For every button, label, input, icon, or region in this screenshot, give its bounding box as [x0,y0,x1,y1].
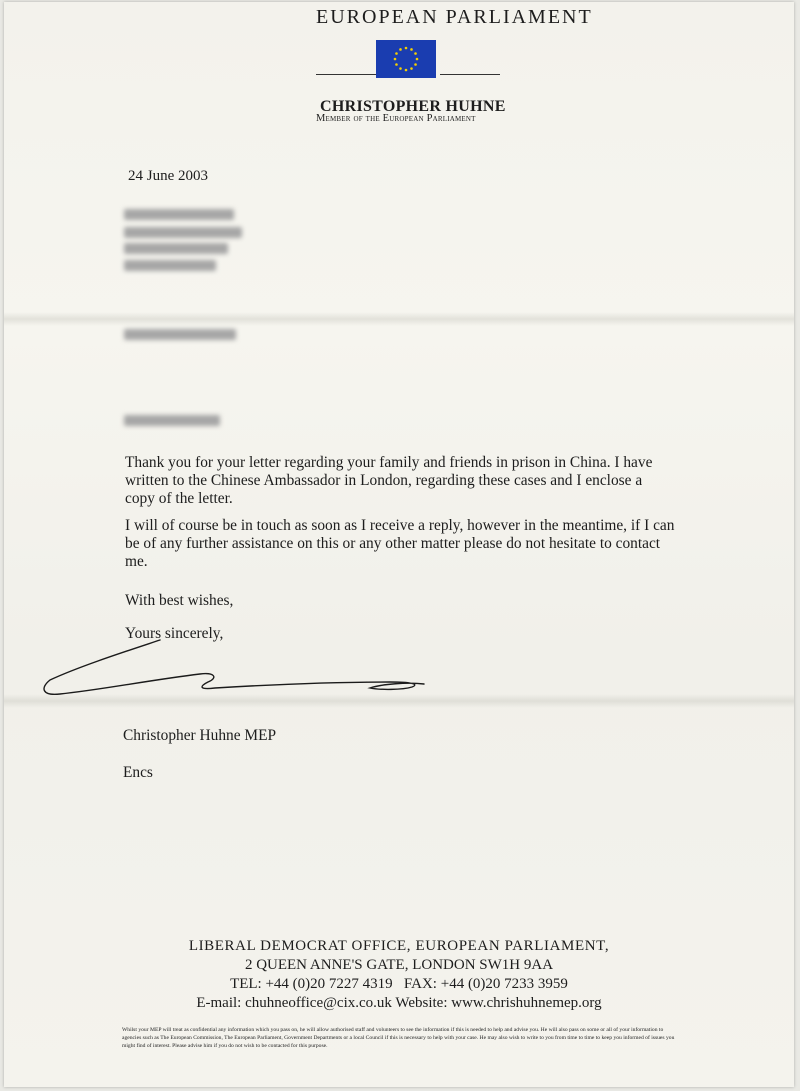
letter-page [4,2,794,1087]
footer-address [4,937,794,1013]
handwritten-signature [40,632,440,702]
eu-star-icon [414,52,417,55]
eu-star-icon [405,69,408,72]
eu-star-icon [395,63,398,66]
privacy-disclaimer: Whilst your MEP will treat as confidential any information which you pass on, he will allow authorised staff and volunteers to see the information if this is needed to help and advise you. He will also pass on some or all of your information to agencies such as The European Commission, The European Parliament, Government Departments or a local Council if this is necessary to help with your case. He may also wish to write to you from time to time to keep you informed of issues you might find of interest. Please advise him if you do not wish to be contacted for this purpose. [122,1027,675,1049]
closing-sincerely: Yours sincerely, [125,625,224,642]
redacted-line [124,260,216,271]
mep-name: CHRISTOPHER HUHNE [320,98,506,115]
body-paragraph-1 [125,454,685,508]
body-line: copy of the letter. [125,490,233,507]
letterhead-rule [316,74,376,75]
redacted-line [124,243,228,254]
body-line: Thank you for your letter regarding your family and friends in prison in China. I have [125,454,653,471]
body-paragraph-2 [125,517,685,571]
enclosures-note: Encs [123,764,153,781]
eu-star-icon [405,47,408,50]
footer-web: E-mail: chuhneoffice@cix.co.uk Website: www.chrishuhnemep.org [196,995,602,1011]
eu-flag-icon [376,40,436,78]
redacted-line [124,329,236,340]
eu-star-icon [410,48,413,51]
eu-star-icon [399,48,402,51]
body-line: I will of course be in touch as soon as I receive a reply, however in the meantime, if I can [125,517,675,534]
signatory-name: Christopher Huhne MEP [123,727,277,744]
footer-street: 2 QUEEN ANNE'S GATE, LONDON SW1H 9AA [244,957,554,973]
eu-star-icon [414,63,417,66]
footer-phone: TEL: +44 (0)20 7227 4319 FAX: +44 (0)20 7233 3959 [230,976,568,992]
eu-star-icon [395,52,398,55]
letterhead-rule [440,74,500,75]
eu-star-icon [410,67,413,70]
eu-star-icon [399,67,402,70]
body-line: written to the Chinese Ambassador in London, regarding these cases and I enclose a [125,472,643,489]
institution-name: EUROPEAN PARLIAMENT [316,6,593,28]
redacted-line [124,415,220,426]
paper-fold [4,312,794,326]
redacted-line [124,209,234,220]
mep-title: Member of the European Parliament [316,113,476,124]
eu-star-icon [416,58,419,61]
closing-wishes: With best wishes, [125,592,234,609]
body-line: me. [125,553,148,570]
letter-date: 24 June 2003 [128,168,208,184]
footer-office: LIBERAL DEMOCRAT OFFICE, EUROPEAN PARLIAMENT, [188,938,610,954]
body-line: be of any further assistance on this or any other matter please do not hesitate to contact [125,535,661,552]
eu-star-icon [394,58,397,61]
redacted-line [124,227,242,238]
